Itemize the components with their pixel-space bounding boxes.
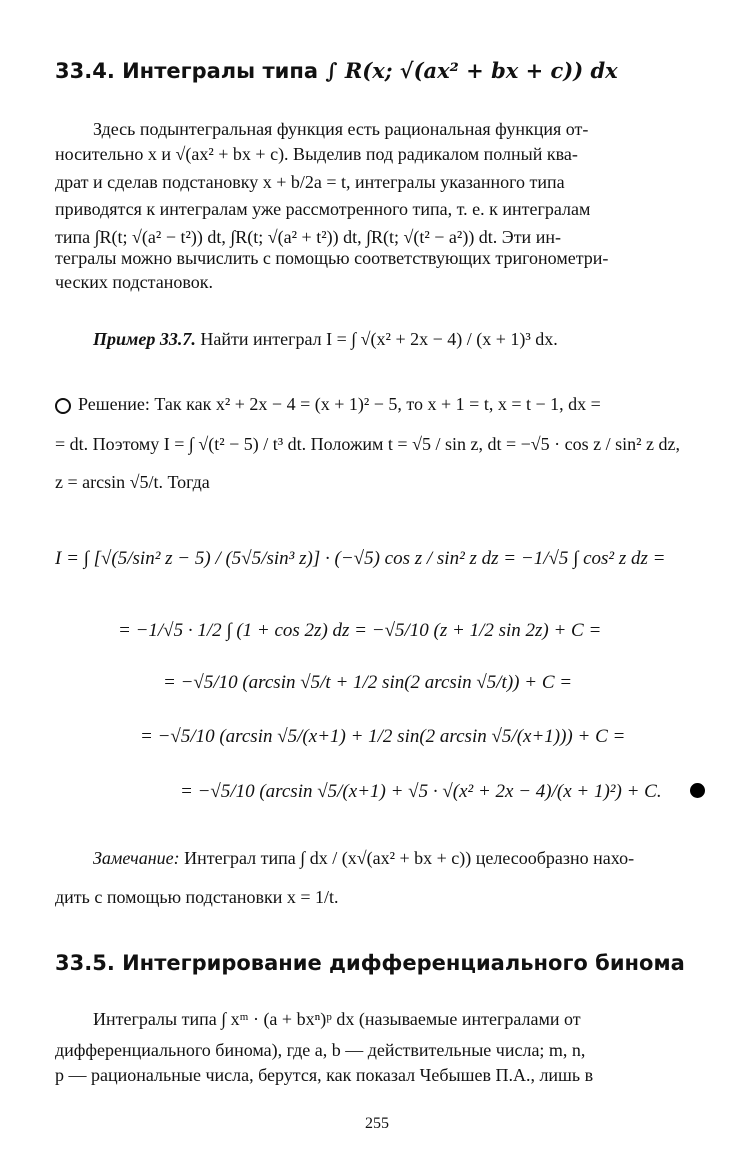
- solution-line-1: [78, 392, 601, 416]
- intro-line-1: Здесь подынтегральная функция есть рациональная функция от-: [93, 119, 589, 139]
- section-33-5-line-1: Интегралы типа ∫ xᵐ · (a + bxⁿ)ᵖ dx (называемые интегралами от: [93, 1009, 581, 1029]
- intro-line-7: ческих подстановок.: [55, 272, 213, 292]
- section-number: 33.4.: [55, 59, 115, 83]
- remark-label: Замечание:: [93, 848, 180, 868]
- solution-start-icon: [55, 398, 71, 414]
- example-task: Найти интеграл I = ∫ √(x² + 2x − 4) / (x + 1)³ dx.: [200, 329, 558, 349]
- example-label: Пример 33.7.: [93, 329, 196, 349]
- solution-line-3: z = arcsin √5/t. Тогда: [55, 472, 210, 492]
- intro-line-3: драт и сделав подстановку x + b/2a = t, интегралы указанного типа: [55, 172, 565, 192]
- section-number: 33.5.: [55, 951, 115, 975]
- intro-line-6: тегралы можно вычислить с помощью соответствующих тригонометри-: [55, 248, 609, 268]
- section-33-5-heading: [55, 951, 685, 975]
- derivation-step-5: = −√5/10 (arcsin √5/(x+1) + √5 · √(x² + 2x − 4)/(x + 1)²) + C.: [180, 781, 662, 802]
- remark-text-1: Интеграл типа ∫ dx / (x√(ax² + bx + c)) целесообразно нахо-: [184, 848, 635, 868]
- section-33-4-heading: [55, 58, 618, 83]
- solution-text-1: Так как x² + 2x − 4 = (x + 1)² − 5, то x + 1 = t, x = t − 1, dx =: [154, 394, 601, 414]
- section-title-formula: ∫ R(x; √(ax² + bx + c)) dx: [325, 58, 618, 83]
- section-33-5-line-2: дифференциального бинома), где a, b — действительные числа; m, n,: [55, 1040, 586, 1060]
- intro-line-2: носительно x и √(ax² + bx + c). Выделив под радикалом полный ква-: [55, 144, 578, 164]
- solution-end-icon: [690, 783, 705, 798]
- solution-line-2: = dt. Поэтому I = ∫ √(t² − 5) / t³ dt. Положим t = √5 / sin z, dt = −√5 · cos z / sin² z dz,: [55, 434, 680, 454]
- section-33-5-line-3: p — рациональные числа, берутся, как показал Чебышев П.А., лишь в: [55, 1065, 594, 1085]
- remark-line-2: дить с помощью подстановки x = 1/t.: [55, 887, 339, 907]
- derivation-step-3: = −√5/10 (arcsin √5/t + 1/2 sin(2 arcsin √5/t)) + C =: [163, 672, 573, 693]
- derivation-step-4: = −√5/10 (arcsin √5/(x+1) + 1/2 sin(2 arcsin √5/(x+1))) + C =: [140, 726, 626, 747]
- intro-line-4: приводятся к интегралам уже рассмотренного типа, т. е. к интегралам: [55, 199, 591, 219]
- derivation-step-2: = −1/√5 · 1/2 ∫ (1 + cos 2z) dz = −√5/10 (z + 1/2 sin 2z) + C =: [118, 620, 602, 641]
- page-number: 255: [365, 1115, 389, 1132]
- example-33-7: [93, 327, 558, 351]
- remark-line-1: [93, 846, 634, 870]
- derivation-step-1: I = ∫ [√(5/sin² z − 5) / (5√5/sin³ z)] · (−√5) cos z / sin² z dz = −1/√5 ∫ cos² z dz =: [55, 548, 666, 569]
- section-title: Интегрирование дифференциального бинома: [122, 951, 685, 975]
- section-title: Интегралы типа: [122, 59, 319, 83]
- intro-line-5: типа ∫R(t; √(a² − t²)) dt, ∫R(t; √(a² + t²)) dt, ∫R(t; √(t² − a²)) dt. Эти ин-: [55, 227, 561, 247]
- solution-label: Решение:: [78, 394, 150, 414]
